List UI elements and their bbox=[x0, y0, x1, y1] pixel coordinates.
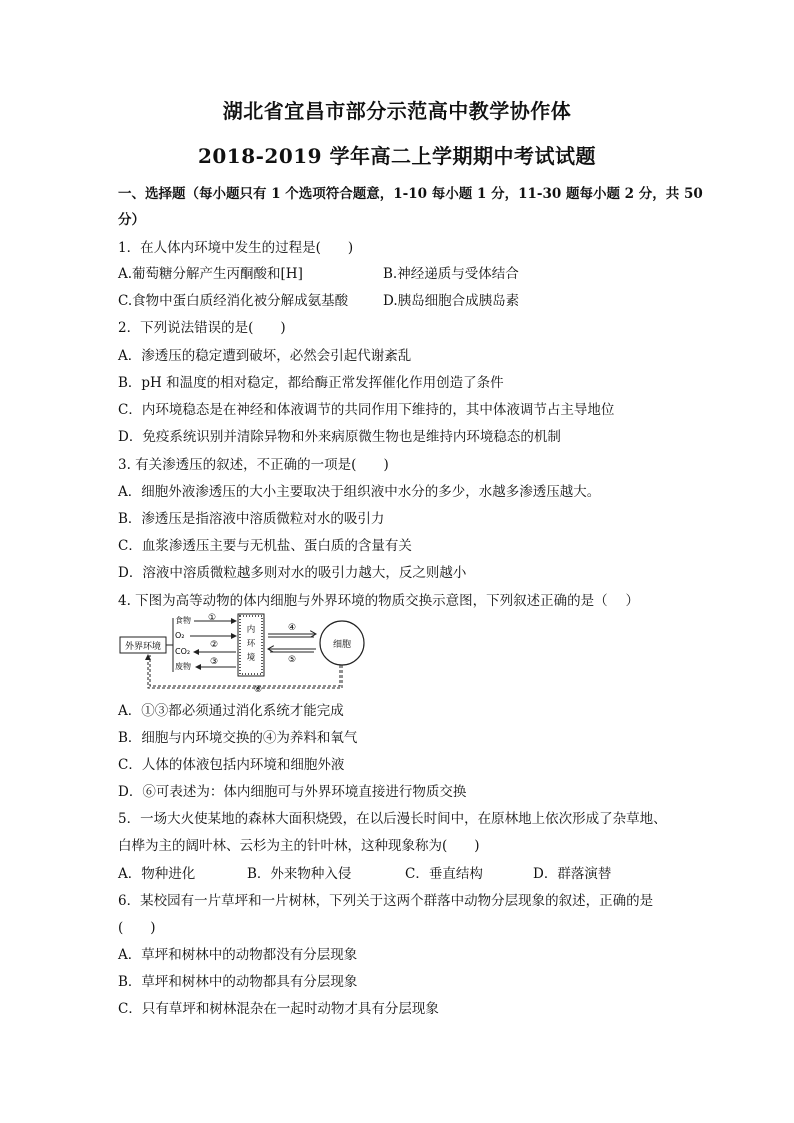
question-6-stem: 6．某校园有一片草坪和一片树林，下列关于这两个群落中动物分层现象的叙述，正确的是 bbox=[118, 893, 654, 909]
inner-environment-label: 内环境 bbox=[246, 625, 256, 663]
question-3-option-d: D．溶液中溶质微粒越多则对水的吸引力越大，反之则越小 bbox=[118, 565, 467, 581]
cell-label: 细胞 bbox=[332, 640, 352, 650]
question-2-option-d: D．免疫系统识别并清除异物和外来病原微生物也是维持内环境稳态的机制 bbox=[118, 429, 561, 445]
question-6-option-b: B．草坪和树林中的动物都具有分层现象 bbox=[118, 974, 358, 990]
question-5-option-d: D．群落演替 bbox=[533, 866, 612, 882]
question-2-option-b: B．pH 和温度的相对稳定，都给酶正常发挥催化作用创造了条件 bbox=[118, 375, 504, 391]
page-title: 湖北省宜昌市部分示范高中教学协作体 bbox=[222, 99, 572, 123]
marker-6: ⑥ bbox=[254, 685, 263, 694]
marker-4: ④ bbox=[288, 623, 297, 633]
question-5-option-a: A．物种进化 bbox=[118, 866, 196, 882]
question-2-option-c: C．内环境稳态是在神经和体液调节的共同作用下维持的，其中体液调节占主导地位 bbox=[118, 402, 615, 418]
question-1-option-a: A.葡萄糖分解产生丙酮酸和[H] bbox=[118, 266, 303, 282]
question-5-stem-cont: 白桦为主的阔叶林、云杉为主的针叶林，这种现象称为( ) bbox=[118, 838, 480, 854]
label-food: 食物 bbox=[175, 616, 191, 625]
question-1-stem: 1．在人体内环境中发生的过程是( ) bbox=[118, 240, 354, 256]
section-heading: 一、选择题（每小题只有 1 个选项符合题意，1-10 每小题 1 分，11-30 题每小题 2 分，共 50 bbox=[118, 186, 703, 202]
question-6-stem-cont: ( ) bbox=[118, 920, 156, 936]
question-2-option-a: A．渗透压的稳定遭到破坏，必然会引起代谢紊乱 bbox=[118, 348, 412, 364]
question-5-option-b: B．外来物种入侵 bbox=[247, 866, 352, 882]
question-1-option-c: C.食物中蛋白质经消化被分解成氨基酸 bbox=[118, 293, 349, 309]
question-4-option-b: B．细胞与内环境交换的④为养料和氧气 bbox=[118, 730, 358, 746]
exchange-diagram bbox=[118, 612, 378, 694]
question-3-option-a: A．细胞外液渗透压的大小主要取决于组织液中水分的多少，水越多渗透压越大。 bbox=[118, 484, 601, 500]
question-1-option-d: D.胰岛细胞合成胰岛素 bbox=[383, 293, 520, 309]
marker-3: ③ bbox=[210, 657, 219, 667]
question-6-option-a: A．草坪和树林中的动物都没有分层现象 bbox=[118, 947, 358, 963]
question-4-option-c: C．人体的体液包括内环境和细胞外液 bbox=[118, 757, 345, 773]
label-o2: O₂ bbox=[175, 631, 185, 640]
question-4-option-a: A．①③都必须通过消化系统才能完成 bbox=[118, 703, 344, 719]
question-3-option-b: B．渗透压是指溶液中溶质微粒对水的吸引力 bbox=[118, 511, 385, 527]
question-5-stem: 5．一场大火使某地的森林大面积烧毁，在以后漫长时间中，在原林地上依次形成了杂草地、 bbox=[118, 811, 667, 827]
question-3-stem: 3. 有关渗透压的叙述，不正确的一项是( ) bbox=[118, 457, 389, 473]
marker-1: ① bbox=[208, 613, 217, 623]
question-2-stem: 2．下列说法错误的是( ) bbox=[118, 320, 286, 336]
section-heading-cont: 分） bbox=[118, 212, 145, 228]
label-waste: 废物 bbox=[175, 662, 191, 671]
label-co2: CO₂ bbox=[175, 647, 191, 656]
page-subtitle: 2018-2019 学年高二上学期期中考试试题 bbox=[197, 144, 597, 168]
question-4-option-d: D．⑥可表述为：体内细胞可与外界环境直接进行物质交换 bbox=[118, 784, 467, 800]
question-3-option-c: C．血浆渗透压主要与无机盐、蛋白质的含量有关 bbox=[118, 538, 412, 554]
question-6-option-c: C．只有草坪和树林混杂在一起时动物才具有分层现象 bbox=[118, 1001, 439, 1017]
question-1-option-b: B.神经递质与受体结合 bbox=[383, 266, 519, 282]
marker-2: ② bbox=[210, 640, 219, 650]
question-4-stem: 4. 下图为高等动物的体内细胞与外界环境的物质交换示意图，下列叙述正确的是（ ） bbox=[118, 593, 639, 609]
outside-environment-label: 外界环境 bbox=[124, 642, 162, 652]
question-5-option-c: C．垂直结构 bbox=[405, 866, 483, 882]
marker-5: ⑤ bbox=[288, 655, 297, 665]
